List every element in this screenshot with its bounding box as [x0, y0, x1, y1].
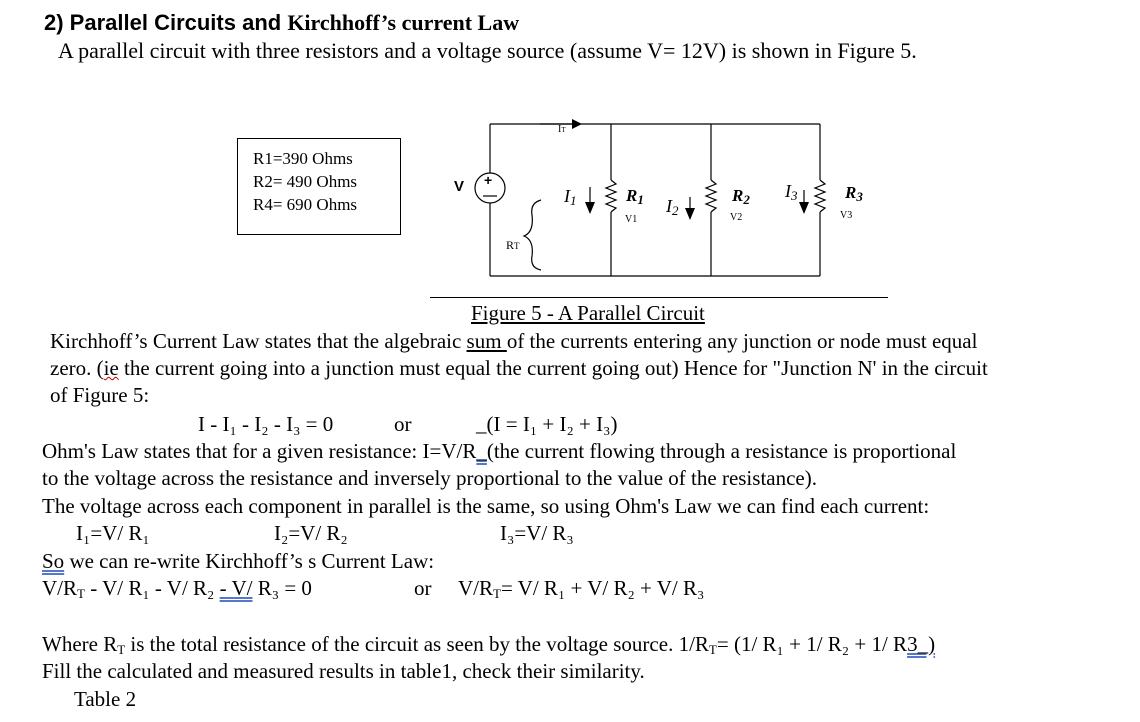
heading-part1: 2) Parallel Circuits and: [44, 10, 288, 35]
i3-arrowhead: [799, 202, 809, 214]
rt-brace: [524, 200, 541, 270]
ohm-line1: Ohm's Law states that for a given resistance: I=V/R_(the current flowing through a resistance is proportional: [42, 439, 957, 463]
heading-part2: Kirchhoff’s current Law: [287, 10, 520, 35]
i1-formula: I₁=V/ R₁: [76, 521, 150, 545]
resistor-r1: [606, 180, 616, 212]
i2-formula: I₂=V/ R₂: [274, 521, 348, 545]
kcl-rewritten-or: or: [414, 576, 432, 600]
it-arrowhead: [572, 119, 582, 129]
kcl-rewritten-left: $V/R_T - V/$ R₁ - V/ R₂ - V/ R₃ = 0: [42, 576, 312, 601]
i1-arrowhead: [585, 202, 595, 214]
table-label: Table 2: [74, 687, 137, 711]
total-resistance-line: Where $R_T$ is the total resistance of the circuit as seen by the voltage source. $1/R_T= (1/$ R₁ + 1/ R₂ + 1/ R3_): [42, 632, 936, 657]
kcl-equation-or: or: [394, 412, 412, 436]
v1-label: V1: [625, 214, 638, 225]
kcl-line3: of Figure 5:: [50, 383, 150, 407]
v3-label: V3: [840, 210, 853, 221]
r2-value: R2= 490 Ohms: [253, 172, 358, 191]
intro-text: A parallel circuit with three resistors and a voltage source (assume V= 12V) is shown in Figure 5.: [58, 38, 917, 63]
source-plus: +: [484, 172, 493, 188]
rt-label: RT: [506, 238, 520, 252]
i1-label: $I_1$: [564, 186, 577, 208]
i3-label: $I_3$: [785, 181, 798, 203]
kcl-rewritten-right: $V/R_T= V/$ R₁ + V/ R₂ + V/ R₃: [458, 576, 705, 601]
source-label: V: [454, 178, 465, 195]
r4-value: R4= 690 Ohms: [253, 195, 358, 214]
figure-caption: Figure 5 - A Parallel Circuit: [471, 301, 705, 325]
kcl-line2: zero. (ie the current going into a junction must equal the current going out) Hence for "Junction N' in the circuit: [50, 356, 988, 380]
i2-label: $I_2$: [666, 196, 679, 218]
r2-label: $R_2$: [732, 186, 750, 207]
total-current-label: IT: [558, 124, 566, 135]
v2-label: V2: [730, 212, 743, 223]
ohm-line3: The voltage across each component in parallel is the same, so using Ohm's Law we can find each current:: [42, 494, 930, 518]
r1-label: $R_1$: [626, 186, 644, 207]
i3-formula: I₃=V/ R₃: [500, 521, 574, 545]
resistor-r2: [706, 180, 716, 212]
kcl-equation-right: _(I = I₁ + I₂ + I₃): [476, 412, 618, 436]
kcl-equation-left: I - I₁ - I₂ - I₃ = 0: [198, 412, 334, 436]
resistor-r3: [815, 180, 825, 212]
fill-instruction: Fill the calculated and measured results in table1, check their similarity.: [42, 659, 645, 683]
i2-arrowhead: [685, 208, 695, 220]
rewrite-line: So we can re-write Kirchhoff’s s Current Law:: [42, 549, 435, 573]
r1-value: R1=390 Ohms: [253, 149, 353, 168]
caption-rule: [430, 297, 888, 298]
r3-label: $R_3$: [845, 183, 863, 204]
kcl-line1: Kirchhoff’s Current Law states that the algebraic sum of the currents entering any junction or node must equal: [50, 329, 978, 353]
ohm-line2: to the voltage across the resistance and inversely proportional to the value of the resistance).: [42, 466, 817, 490]
